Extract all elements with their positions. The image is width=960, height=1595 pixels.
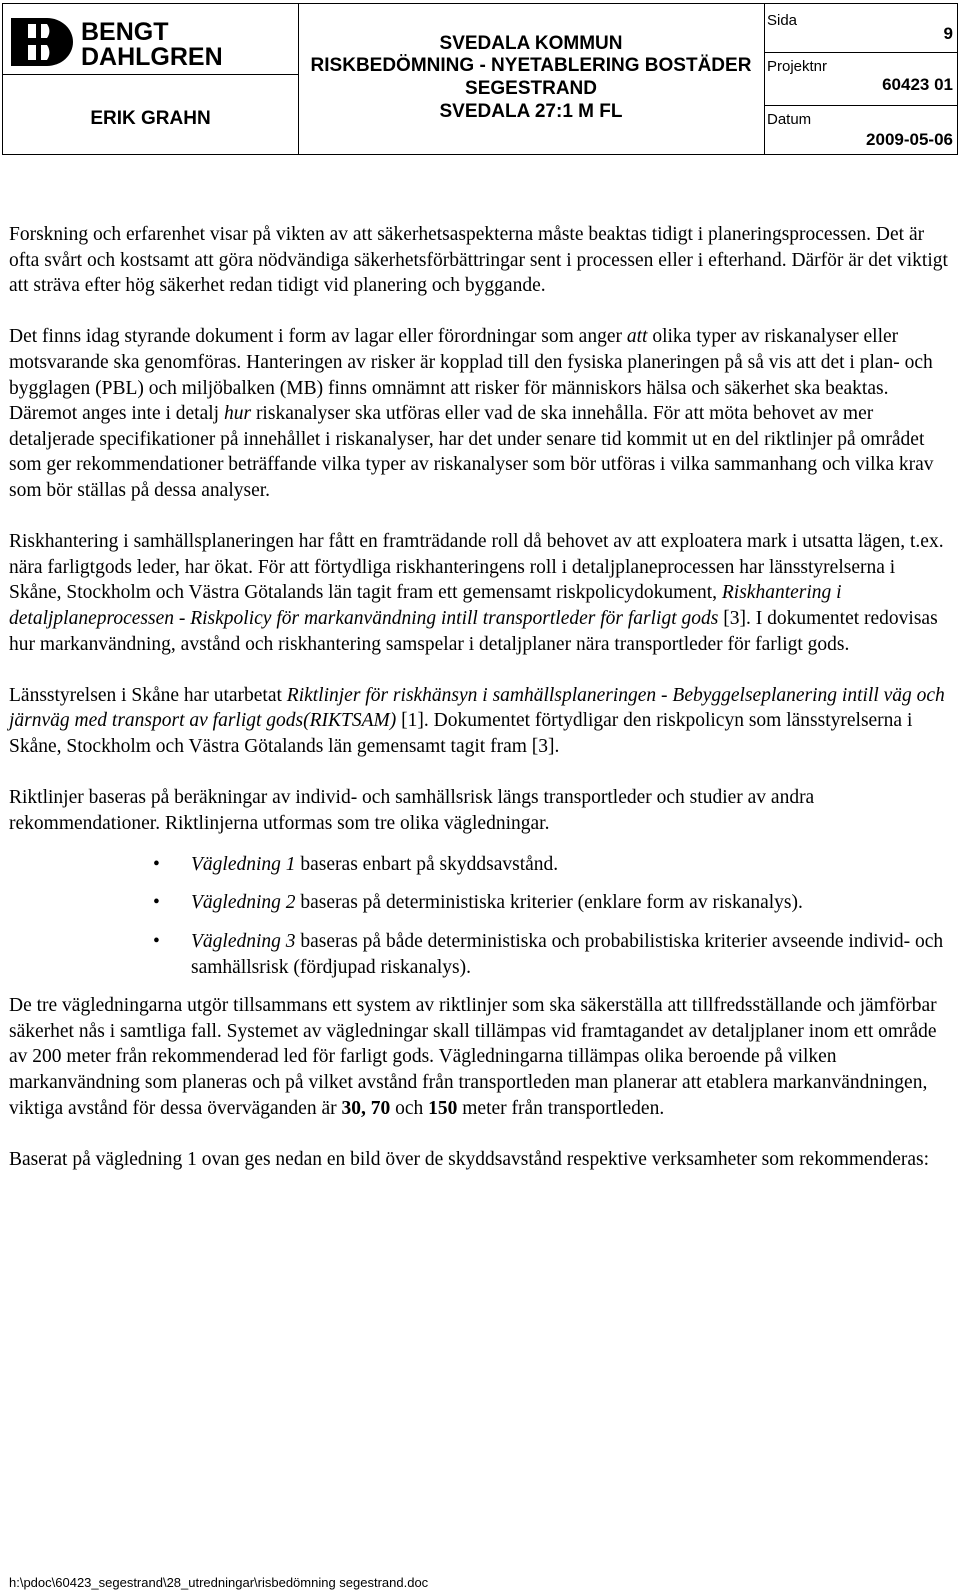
title-cell bbox=[298, 4, 765, 154]
date-row bbox=[764, 105, 957, 154]
title-line-1: SVEDALA KOMMUN bbox=[439, 33, 623, 54]
logo-cell bbox=[3, 4, 299, 154]
page-label: Sida bbox=[767, 12, 798, 29]
meta-cell bbox=[764, 4, 957, 154]
project-label: Projektnr bbox=[767, 58, 828, 75]
paragraph-4: Länsstyrelsen i Skåne har utarbetat Riktlinjer för riskhänsyn i samhällsplaneringen - Bebyggelseplanering intill väg och järnväg med transport av farligt gods(RIKTSAM) [1]. Dokumentet förtydligar den riskpolicyn som länsstyrelserna i Skåne, Stockholm och Västra Götalands län gemensamt tagit fram [3]. bbox=[9, 684, 945, 757]
list-item: • Vägledning 2 baseras på deterministiska kriterier (enklare form av riskanalys). bbox=[153, 892, 803, 914]
date-value: 2009-05-06 bbox=[866, 130, 953, 149]
author-name: ERIK GRAHN bbox=[90, 108, 211, 129]
bengt-dahlgren-logo bbox=[11, 14, 236, 70]
paragraph-5: Riktlinjer baseras på beräkningar av individ- och samhällsrisk längs transportleder och studier av andra rekommendationer. Riktlinjerna utformas som tre olika vägledningar. bbox=[9, 787, 815, 834]
project-number: 60423 01 bbox=[882, 75, 953, 94]
file-path-footer: h:\pdoc\60423_segestrand\28_utredningar\risbedömning segestrand.doc bbox=[9, 1575, 429, 1590]
paragraph-7: Baserat på vägledning 1 ovan ges nedan en bild över de skyddsavstånd respektive verksamheter som rekommenderas: bbox=[9, 1148, 930, 1170]
document-header bbox=[2, 3, 958, 155]
page-number: 9 bbox=[943, 24, 953, 43]
list-item: • Vägledning 1 baseras enbart på skyddsavstånd. bbox=[153, 853, 559, 875]
paragraph-3: Riskhantering i samhällsplaneringen har fått en framträdande roll då behovet av att exploatera mark i utsatta lägen, t.ex. nära farligtgods leder, har ökat. För att förtydliga riskhanteringens roll i detaljplaneprocessen har länsstyrelserna i Skåne, Stockholm och Västra Götalands län tagit fram ett gemensamt riskpolicydokument, Riskhantering i detaljplaneprocessen - Riskpolicy för markanvändning intill transportleder för farligt gods [3]. I dokumentet redovisas hur markanvändning, avstånd och riskhantering samspelar i detaljplaner nära transportleder för farligt gods. bbox=[9, 531, 944, 655]
svg-text:BENGT: BENGT bbox=[81, 18, 169, 46]
body-text bbox=[9, 222, 949, 1198]
guidance-list bbox=[9, 852, 949, 980]
project-row bbox=[764, 52, 957, 106]
title-line-4: SVEDALA 27:1 M FL bbox=[439, 101, 623, 122]
paragraph-6: De tre vägledningarna utgör tillsammans ett system av riktlinjer som ska säkerställa att tillfredsställande och jämförbar säkerhet nås i samtliga fall. Systemet av vägledningar skall tillämpas vid framtagandet av detaljplaner inom ett område av 200 meter från rekommenderad led för farligt gods. Vägledningarna tillämpas olika beroende på vilken markanvändning som planeras och på vilket avstånd från transportleden man planerar att etablera markanvändningen, viktiga avstånd för dessa överväganden är 30, 70 och 150 meter från transportleden. bbox=[9, 995, 937, 1119]
date-label: Datum bbox=[767, 111, 812, 128]
list-item: • Vägledning 3 baseras på både deterministiska och probabilistiska kriterier avseende individ- och samhällsrisk (fördjupad riskanalys). bbox=[153, 931, 944, 978]
title-line-3: SEGESTRAND bbox=[465, 78, 597, 99]
paragraph-1: Forskning och erfarenhet visar på vikten av att säkerhetsaspekterna måste beaktas tidigt i planeringsprocessen. Det är ofta svårt och kostsamt att göra nödvändiga säkerhetsförbättringar sent i processen eller i efterhand. Därför är det viktigt att sträva efter hög säkerhet redan tidigt vid planering och byggande. bbox=[9, 224, 948, 297]
paragraph-2: Det finns idag styrande dokument i form av lagar eller förordningar som anger att olika typer av riskanalyser eller motsvarande ska genomföras. Hanteringen av risker är kopplad till den fysiska planeringen på så vis att det i plan- och bygglagen (PBL) och miljöbalken (MB) finns omnämnt att risker för människors hälsa och säkerhet ska beaktas. Däremot anges inte i detalj hur riskanalyser ska utföras eller vad de ska innehålla. För att möta behovet av mer detaljerade specifikationer på innehållet i riskanalyser, har det under senare tid kommit ut en del riktlinjer på området som ger rekommendationer beträffande vilka typer av riskanalyser som bör utföras i vilka sammanhang och vilka krav som bör ställas på dessa analyser. bbox=[9, 326, 934, 501]
page-row bbox=[764, 4, 957, 53]
title-line-2: RISKBEDÖMNING - NYETABLERING BOSTÄDER bbox=[310, 55, 752, 76]
svg-text:DAHLGREN: DAHLGREN bbox=[81, 43, 223, 70]
